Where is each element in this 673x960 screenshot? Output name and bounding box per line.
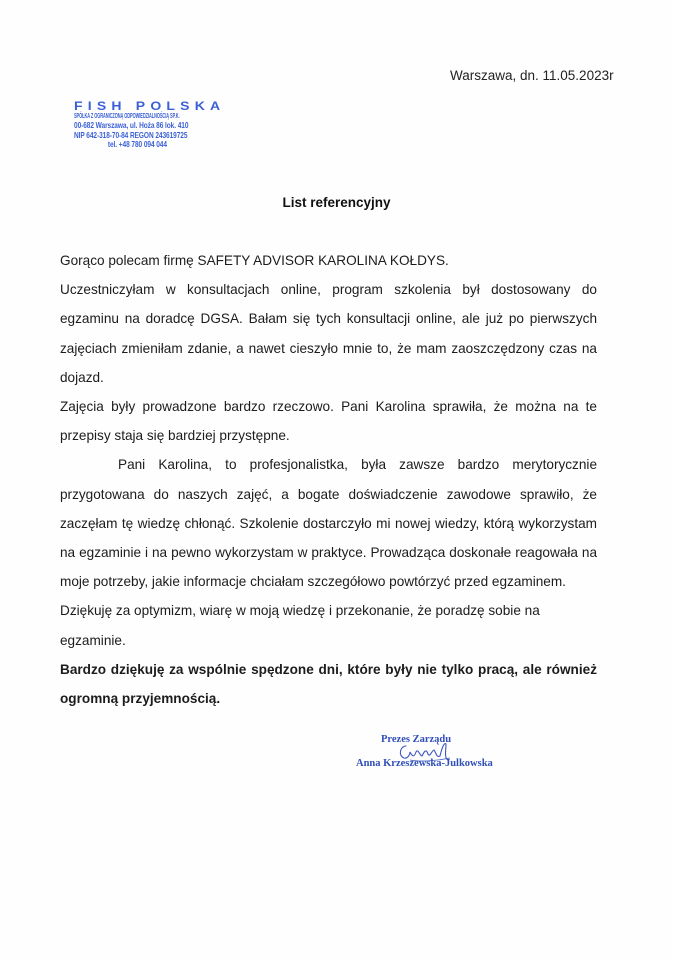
signatory-name: Anna Krzeszewska-Julkowska — [356, 758, 493, 769]
letter-title: List referencyjny — [282, 195, 391, 210]
stamp-company-name: FISH POLSKA — [74, 99, 226, 113]
paragraph-thanks: Dziękuję za optymizm, wiarę w moją wiedzę i przekonanie, że poradzę sobie na egzaminie. — [60, 603, 540, 648]
paragraph-consultations: Uczestniczyłam w konsultacjach online, program szkolenia był dostosowany do egzaminu na doradcę DGSA. Bałam się tych konsultacji online, ale już po pierwszych zajęciach zmieniłam zdanie, a nawet cieszyło mnie to, że mam zaoszczędzony czas na dojazd. — [60, 282, 597, 385]
company-stamp — [74, 100, 224, 149]
stamp-address: 00-682 Warszawa, ul. Hoża 86 lok. 410 — [74, 120, 189, 130]
signatory-title: Prezes Zarządu — [381, 734, 452, 745]
letter-body — [60, 246, 597, 713]
stamp-tax-ids: NIP 642-318-70-84 REGON 243619725 — [74, 129, 188, 140]
paragraph-trainer: Pani Karolina, to profesjonalistka, była zawsze bardzo merytorycznie przygotowana do naszych zajęć, a bogate doświadczenie zawodowe sprawiło, że zaczęłam tę wiedzę chłonąć. Szkolenie dostarczyło mi nowej wiedzy, którą wykorzystam na egzaminie i na pewno wykorzystam w praktyce. Prowadząca doskonałe reagowała na moje potrzeby, jakie informacje chciałam szczegółowo powtórzyć przed egzaminem. — [60, 457, 597, 590]
stamp-phone: tel. +48 780 094 044 — [107, 139, 167, 149]
stamp-legal-form: SPÓŁKA Z OGRANICZONĄ ODPOWIEDZIALNOŚCIĄ SP.K. — [74, 113, 180, 120]
paragraph-closing: Bardzo dziękuję za wspólnie spędzone dni, które były nie tylko pracą, ale również ogromną przyjemnością. — [60, 661, 597, 707]
paragraph-recommendation: Gorąco polecam firmę SAFETY ADVISOR KAROLINA KOŁDYS. — [60, 253, 449, 268]
paragraph-classes: Zajęcia były prowadzone bardzo rzeczowo. Pani Karolina sprawiła, że można na te przepisy staja się bardziej przystępne. — [60, 399, 597, 444]
place-and-date: Warszawa, dn. 11.05.2023r — [450, 68, 614, 83]
